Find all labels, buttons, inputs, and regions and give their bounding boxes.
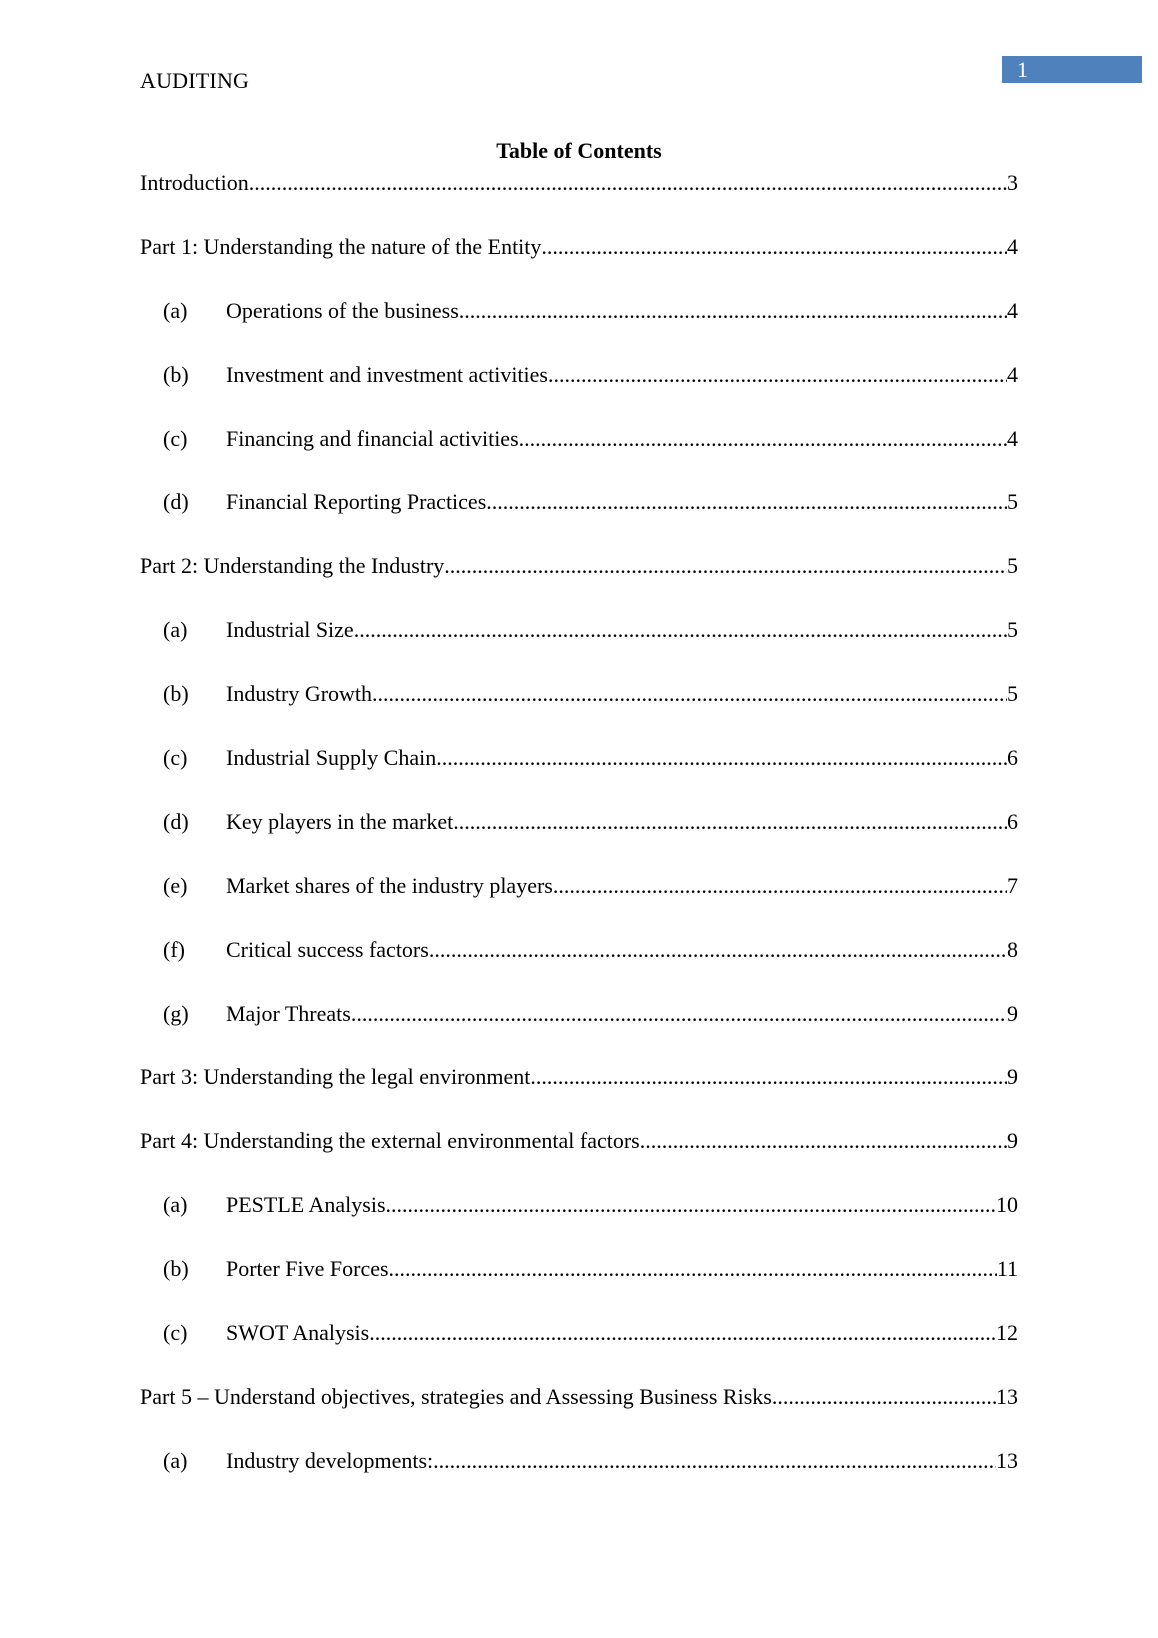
toc-entry-text: Financial Reporting Practices <box>226 489 487 515</box>
toc-entry-page: 9 <box>1007 1128 1018 1154</box>
toc-entry-letter: (g) <box>163 1000 189 1026</box>
page-number: 1 <box>1002 56 1142 83</box>
toc-entry-text: Introduction <box>140 170 249 195</box>
toc-dot-leader <box>369 1319 996 1347</box>
toc-subentry[interactable] <box>140 297 1018 361</box>
toc-dot-leader <box>372 680 1007 708</box>
toc-entry-text: Part 5 – Understand objectives, strategies and Assessing Business Risks <box>140 1383 772 1409</box>
toc-entry-page: 12 <box>996 1320 1018 1346</box>
toc-entry-letter: (c) <box>163 1320 188 1346</box>
toc-dot-leader <box>249 169 1007 197</box>
toc-entry-page: 10 <box>996 1192 1018 1218</box>
toc-subentry[interactable] <box>140 616 1018 680</box>
toc-entry-page: 8 <box>1007 936 1018 962</box>
toc-dot-leader <box>640 1127 1007 1155</box>
toc-entry-page: 5 <box>1007 553 1018 579</box>
toc-entry-page: 4 <box>1007 361 1018 387</box>
toc-entry[interactable] <box>140 233 1018 297</box>
toc-subentry[interactable] <box>140 936 1018 1000</box>
toc-dot-leader <box>351 1000 1007 1028</box>
toc-entry-letter: (a) <box>163 1192 188 1218</box>
toc-entry-text: Investment and investment activities <box>226 361 548 387</box>
toc-entry-letter: (a) <box>163 297 188 323</box>
toc-dot-leader <box>530 1063 1007 1091</box>
toc-entry-page: 9 <box>1007 1000 1018 1026</box>
toc-entry-text: PESTLE Analysis <box>226 1192 386 1218</box>
toc-entry-page: 4 <box>1007 425 1018 451</box>
toc-dot-leader <box>541 233 1007 261</box>
toc-entry-page: 6 <box>1007 808 1018 834</box>
toc-entry[interactable] <box>140 1383 1018 1447</box>
toc-dot-leader <box>548 361 1007 389</box>
toc-subentry[interactable] <box>140 1000 1018 1064</box>
toc-subentry[interactable] <box>140 488 1018 552</box>
toc-entry-page: 3 <box>1007 170 1018 195</box>
toc-dot-leader <box>772 1383 996 1411</box>
toc-entry-page: 5 <box>1007 681 1018 707</box>
toc-entry-letter: (c) <box>163 745 188 771</box>
toc-entry-text: Critical success factors <box>226 936 429 962</box>
toc-dot-leader <box>444 552 1007 580</box>
toc-subentry[interactable] <box>140 872 1018 936</box>
toc-entry-letter: (f) <box>163 936 185 962</box>
toc-entry-letter: (a) <box>163 1447 188 1473</box>
toc-entry-letter: (b) <box>163 1256 189 1282</box>
toc-dot-leader <box>433 1447 996 1475</box>
toc-entry-page: 5 <box>1007 489 1018 515</box>
toc-dot-leader <box>553 872 1007 900</box>
toc-entry-letter: (b) <box>163 681 189 707</box>
toc-entry-text: Major Threats <box>226 1000 351 1026</box>
toc-dot-leader <box>429 936 1007 964</box>
toc-entry[interactable] <box>140 1063 1018 1127</box>
toc-entry-letter: (d) <box>163 808 189 834</box>
toc-entry[interactable] <box>140 552 1018 616</box>
toc-entry-page: 11 <box>996 1256 1018 1282</box>
toc-dot-leader <box>354 616 1007 644</box>
running-head: AUDITING <box>140 68 250 93</box>
toc-entry-letter: (c) <box>163 425 188 451</box>
toc-subentry[interactable] <box>140 1447 1018 1511</box>
toc-dot-leader <box>386 1191 996 1219</box>
toc-title: Table of Contents <box>496 138 662 163</box>
toc-entry-text: SWOT Analysis <box>226 1320 370 1346</box>
toc-entry-text: Operations of the business <box>226 297 459 323</box>
toc-entry-text: Porter Five Forces <box>226 1256 389 1282</box>
toc-dot-leader <box>453 808 1007 836</box>
toc-entry-page: 6 <box>1007 745 1018 771</box>
toc-entry[interactable] <box>140 169 1018 233</box>
toc-entry-page: 4 <box>1007 233 1018 259</box>
toc-entry-text: Industry Growth <box>226 681 373 707</box>
toc-dot-leader <box>486 488 1007 516</box>
toc-dot-leader <box>389 1255 997 1283</box>
toc-subentry[interactable] <box>140 1191 1018 1255</box>
toc-entry-page: 4 <box>1007 297 1018 323</box>
toc-entry-text: Part 2: Understanding the Industry <box>140 553 445 579</box>
toc-entry-text: Key players in the market <box>226 808 454 834</box>
toc-subentry[interactable] <box>140 1255 1018 1319</box>
toc-entry-letter: (d) <box>163 489 189 515</box>
toc-subentry[interactable] <box>140 680 1018 744</box>
toc-subentry[interactable] <box>140 744 1018 808</box>
toc-entry-text: Market shares of the industry players <box>226 872 553 898</box>
toc-entry-text: Industrial Size <box>226 617 354 643</box>
toc-entry-text: Part 3: Understanding the legal environment <box>140 1064 531 1090</box>
toc-entry-page: 9 <box>1007 1064 1018 1090</box>
toc-entry-page: 13 <box>996 1447 1018 1473</box>
toc-entry-letter: (a) <box>163 617 188 643</box>
toc-entry-page: 5 <box>1007 617 1018 643</box>
toc-entry-text: Part 1: Understanding the nature of the Entity <box>140 233 542 259</box>
toc-subentry[interactable] <box>140 361 1018 425</box>
toc-entry-letter: (b) <box>163 361 189 387</box>
toc-entry[interactable] <box>140 1127 1018 1191</box>
toc-entry-letter: (e) <box>163 872 188 898</box>
table-of-contents <box>140 169 1018 1511</box>
toc-entry-text: Part 4: Understanding the external environmental factors <box>140 1128 640 1154</box>
toc-entry-page: 13 <box>996 1383 1018 1409</box>
toc-dot-leader <box>459 297 1007 325</box>
toc-dot-leader <box>519 425 1007 453</box>
toc-entry-text: Financing and financial activities <box>226 425 519 451</box>
toc-subentry[interactable] <box>140 425 1018 489</box>
toc-entry-text: Industry developments: <box>226 1447 434 1473</box>
toc-subentry[interactable] <box>140 1319 1018 1383</box>
toc-entry-page: 7 <box>1007 872 1018 898</box>
toc-entry-text: Industrial Supply Chain <box>226 745 437 771</box>
toc-subentry[interactable] <box>140 808 1018 872</box>
toc-dot-leader <box>436 744 1007 772</box>
